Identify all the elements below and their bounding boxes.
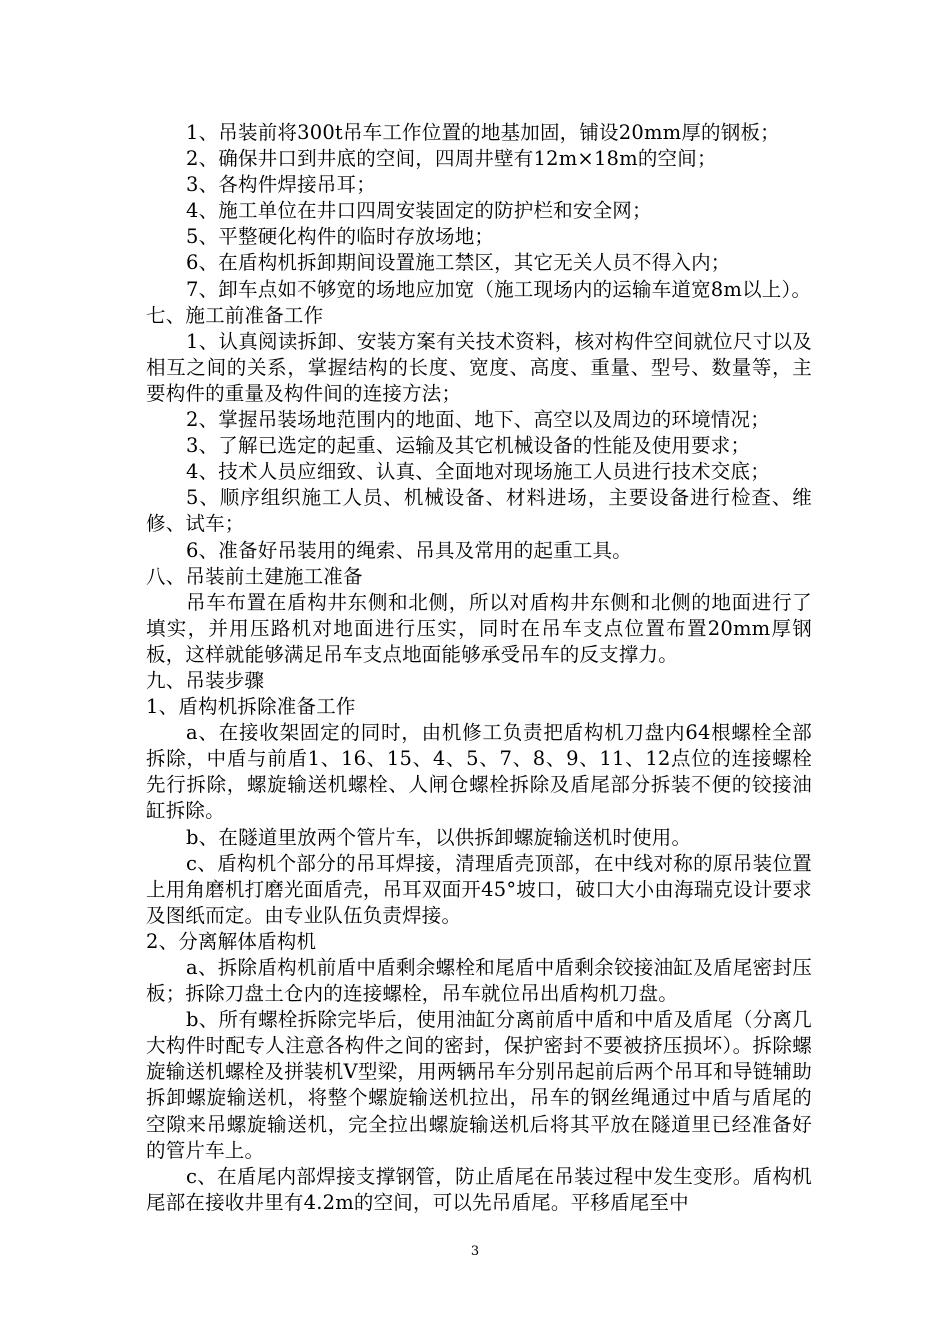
body-paragraph: 6、准备好吊装用的绳索、吊具及常用的起重工具。 [186, 538, 633, 562]
body-paragraph: b、在隧道里放两个管片车，以供拆卸螺旋输送机时使用。 [186, 825, 692, 849]
body-paragraph: 3、各构件焊接吊耳； [186, 173, 376, 197]
body-paragraph: 1、吊装前将300t吊车工作位置的地基加固，铺设20mm厚的钢板； [186, 121, 780, 144]
section-heading: 八、吊装前土建施工准备 [146, 564, 363, 588]
body-paragraph: b、所有螺栓拆除完毕后，使用油缸分离前盾中盾和中盾及盾尾（分离几大构件时配专人注意各构件之间的密封，保护密封不要被挤压损坏）。拆除螺旋输送机螺栓及拼装机V型梁，用两辆吊车分别吊起前后两个吊耳和导链辅助拆卸螺旋输送机，将整个螺旋输送机拉出，吊车的钢丝绳通过中盾与盾尾的空隙来吊螺旋输送机，完全拉出螺旋输送机后将其平放在隧道里已经准备好的管片车上。 [146, 1008, 812, 1162]
body-paragraph: 6、在盾构机拆卸期间设置施工禁区，其它无关人员不得入内； [186, 251, 731, 275]
body-paragraph: 5、平整硬化构件的临时存放场地； [186, 225, 495, 249]
body-paragraph: a、拆除盾构机前盾中盾剩余螺栓和尾盾中盾剩余铰接油缸及盾尾密封压板；拆除刀盘土仓内的连接螺栓，吊车就位吊出盾构机刀盘。 [146, 956, 812, 1006]
body-paragraph: 吊车布置在盾构井东侧和北侧，所以对盾构井东侧和北侧的地面进行了填实，并用压路机对地面进行压实，同时在吊车支点位置布置20mm厚钢板，这样就能够满足吊车支点地面能够承受吊车的反支撑力。 [146, 590, 812, 666]
section-heading: 1、盾构机拆除准备工作 [146, 695, 356, 719]
body-paragraph: 7、卸车点如不够宽的场地应加宽（施工现场内的运输车道宽8m以上）。 [186, 277, 812, 301]
document-body [146, 120, 812, 1216]
body-paragraph: 5、顺序组织施工人员、机械设备、材料进场，主要设备进行检查、维修、试车； [146, 486, 812, 536]
section-heading: 2、分离解体盾构机 [146, 929, 317, 953]
page-number: 3 [470, 1244, 480, 1259]
section-heading: 九、吊装步骤 [146, 668, 265, 692]
body-paragraph: c、在盾尾内部焊接支撑钢管，防止盾尾在吊装过程中发生变形。盾构机尾部在接收井里有4.2m的空间，可以先吊盾尾。平移盾尾至中 [146, 1164, 812, 1214]
body-paragraph: 4、施工单位在井口四周安装固定的防护栏和安全网； [186, 199, 652, 223]
section-heading: 七、施工前准备工作 [146, 303, 324, 327]
body-paragraph: 3、了解已选定的起重、运输及其它机械设备的性能及使用要求； [186, 434, 751, 458]
body-paragraph: 2、掌握吊装场地范围内的地面、地下、高空以及周边的环境情况； [186, 408, 770, 432]
body-paragraph: 4、技术人员应细致、认真、全面地对现场施工人员进行技术交底； [186, 460, 770, 484]
body-paragraph: c、盾构机个部分的吊耳焊接，清理盾壳顶部，在中线对称的原吊装位置上用角磨机打磨光面盾壳，吊耳双面开45°坡口，破口大小由海瑞克设计要求及图纸而定。由专业队伍负责焊接。 [146, 851, 812, 927]
body-paragraph: 1、认真阅读拆卸、安装方案有关技术资料，核对构件空间就位尺寸以及相互之间的关系，掌握结构的长度、宽度、高度、重量、型号、数量等，主要构件的重量及构件间的连接方法； [146, 329, 812, 405]
body-paragraph: a、在接收架固定的同时，由机修工负责把盾构机刀盘内64根螺栓全部拆除，中盾与前盾1、16、15、4、5、7、8、9、11、12点位的连接螺栓先行拆除，螺旋输送机螺栓、人闸仓螺栓拆除及盾尾部分拆装不便的铰接油缸拆除。 [146, 721, 812, 823]
body-paragraph: 2、确保井口到井底的空间，四周井壁有12m×18m的空间； [186, 147, 717, 171]
